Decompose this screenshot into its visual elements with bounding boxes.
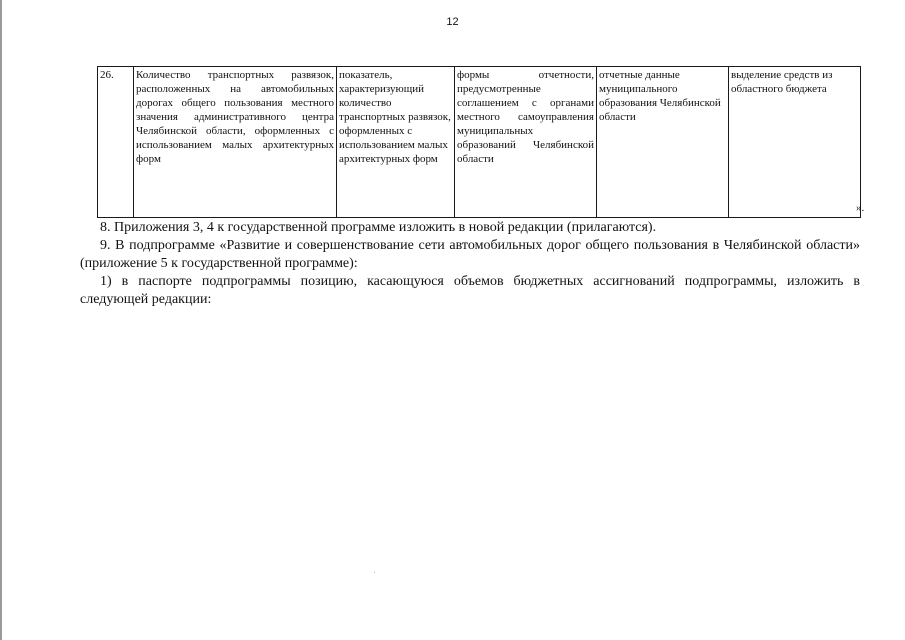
funding-cell (729, 67, 861, 218)
page-left-edge (0, 0, 2, 640)
paragraph-8: 8. Приложения 3, 4 к государственной программе изложить в новой редакции (прилагаются). (100, 220, 657, 235)
indicator-name-cell (134, 67, 337, 218)
reporting-forms: формы отчетности, предусмотренные соглашением с органами местного самоуправления муниципальных образований Челябинской области (457, 69, 594, 165)
indicator-description-cell (337, 67, 455, 218)
data-source-cell (597, 67, 729, 218)
indicator-description: показатель, характеризующий количество транспортных развязок, оформленных с использованием малых архитектурных форм (339, 69, 451, 165)
indicator-table (97, 66, 861, 218)
table-row (98, 67, 861, 218)
page-number: 12 (446, 16, 459, 28)
data-source: отчетные данные муниципального образования Челябинской области (599, 69, 721, 123)
row-number: 26. (100, 69, 114, 81)
row-number-cell (98, 67, 134, 218)
closing-quote: ». (856, 202, 865, 214)
funding-source: выделение средств из областного бюджета (731, 69, 833, 95)
indicator-name: Количество транспортных развязок, расположенных на автомобильных дорогах общего пользования местного значения административного центра Челябинской области, оформленных с использованием малых архитектурных форм (136, 69, 334, 165)
reporting-forms-cell (455, 67, 597, 218)
paragraph-9: 9. В подпрограмме «Развитие и совершенствование сети автомобильных дорог общего пользования в Челябинской области» (приложение 5 к государственной программе): (80, 238, 860, 271)
paragraph-9-item-1: 1) в паспорте подпрограммы позицию, касающуюся объемов бюджетных ассигнований подпрограммы, изложить в следующей редакции: (80, 274, 860, 307)
scan-speck (374, 572, 375, 573)
